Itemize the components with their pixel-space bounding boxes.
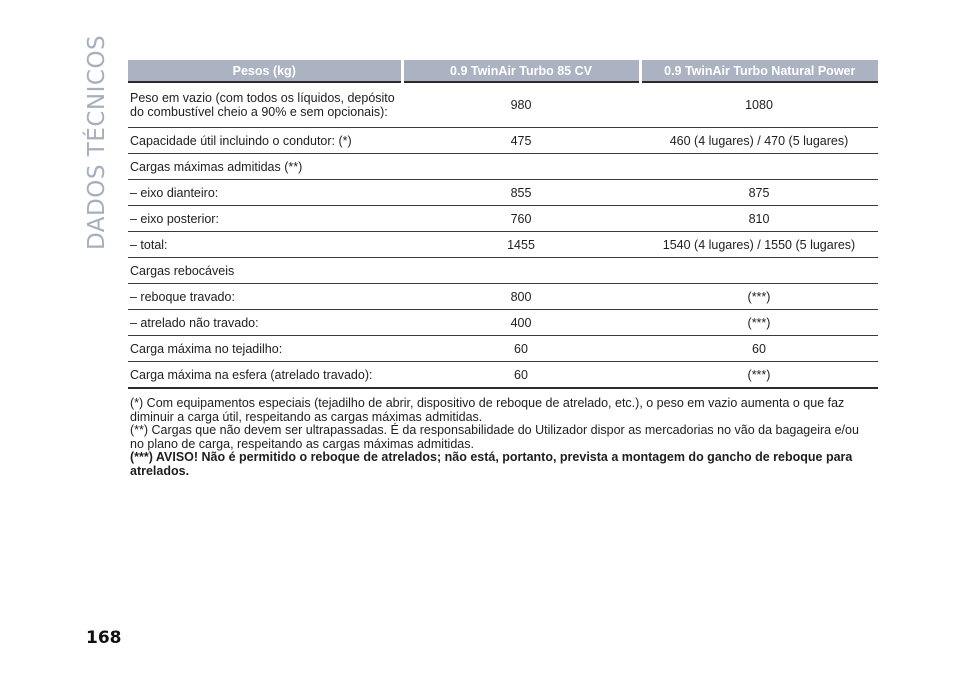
table-row xyxy=(128,232,878,258)
table-row xyxy=(128,310,878,336)
footnote-warning: (***) AVISO! Não é permitido o reboque de atrelados; não está, portanto, prevista a montagem do gancho de reboque para atrelados. xyxy=(130,450,853,478)
table-row xyxy=(128,258,878,284)
row-label: Carga máxima no tejadilho: xyxy=(128,336,402,362)
row-value-natural-power: 875 xyxy=(640,180,878,206)
footnotes xyxy=(130,397,870,478)
table-row xyxy=(128,82,878,128)
footnote-capacity: (*) Com equipamentos especiais (tejadilho de abrir, dispositivo de reboque de atrelado, etc.), o peso em vazio aumenta o que faz diminuir a carga útil, respeitando as cargas máximas admitidas. xyxy=(130,396,845,424)
table-header-row xyxy=(128,60,878,82)
row-value-natural-power: 810 xyxy=(640,206,878,232)
section-title: DADOS TÉCNICOS xyxy=(84,34,110,250)
row-value-natural-power: (***) xyxy=(640,284,878,310)
table-row xyxy=(128,336,878,362)
row-value-natural-power: 460 (4 lugares) / 470 (5 lugares) xyxy=(640,128,878,154)
row-label: Cargas rebocáveis xyxy=(128,258,402,284)
row-value-natural-power: 1540 (4 lugares) / 1550 (5 lugares) xyxy=(640,232,878,258)
page-number: 168 xyxy=(86,628,122,648)
row-label: – total: xyxy=(128,232,402,258)
row-label: Cargas máximas admitidas (**) xyxy=(128,154,402,180)
row-value-85cv xyxy=(402,154,640,180)
header-85cv: 0.9 TwinAir Turbo 85 CV xyxy=(402,60,640,82)
footnote-max-loads: (**) Cargas que não devem ser ultrapassadas. É da responsabilidade do Utilizador dispor as mercadorias no vão da bagageira e/ou no plano de carga, respeitando as cargas máximas admitidas. xyxy=(130,423,859,451)
row-label: – eixo dianteiro: xyxy=(128,180,402,206)
row-label: Peso em vazio (com todos os líquidos, depósito do combustível cheio a 90% e sem opcionais): xyxy=(128,82,402,128)
row-label: – reboque travado: xyxy=(128,284,402,310)
table-row xyxy=(128,284,878,310)
row-value-natural-power: 1080 xyxy=(640,82,878,128)
table-row xyxy=(128,128,878,154)
row-value-85cv: 855 xyxy=(402,180,640,206)
row-value-85cv xyxy=(402,258,640,284)
row-value-85cv: 800 xyxy=(402,284,640,310)
table-row xyxy=(128,154,878,180)
row-value-85cv: 760 xyxy=(402,206,640,232)
row-value-natural-power xyxy=(640,258,878,284)
row-value-85cv: 400 xyxy=(402,310,640,336)
row-value-85cv: 475 xyxy=(402,128,640,154)
row-label: Capacidade útil incluindo o condutor: (*) xyxy=(128,128,402,154)
weights-table xyxy=(128,60,878,389)
row-value-natural-power: (***) xyxy=(640,362,878,389)
row-value-natural-power: 60 xyxy=(640,336,878,362)
row-value-85cv: 980 xyxy=(402,82,640,128)
header-weights: Pesos (kg) xyxy=(128,60,402,82)
row-label: Carga máxima na esfera (atrelado travado): xyxy=(128,362,402,389)
row-label: – atrelado não travado: xyxy=(128,310,402,336)
row-value-85cv: 60 xyxy=(402,336,640,362)
table-row xyxy=(128,362,878,389)
table-row xyxy=(128,180,878,206)
row-value-85cv: 1455 xyxy=(402,232,640,258)
row-value-85cv: 60 xyxy=(402,362,640,389)
row-value-natural-power: (***) xyxy=(640,310,878,336)
table-row xyxy=(128,206,878,232)
row-value-natural-power xyxy=(640,154,878,180)
row-label: – eixo posterior: xyxy=(128,206,402,232)
header-natural-power: 0.9 TwinAir Turbo Natural Power xyxy=(640,60,878,82)
